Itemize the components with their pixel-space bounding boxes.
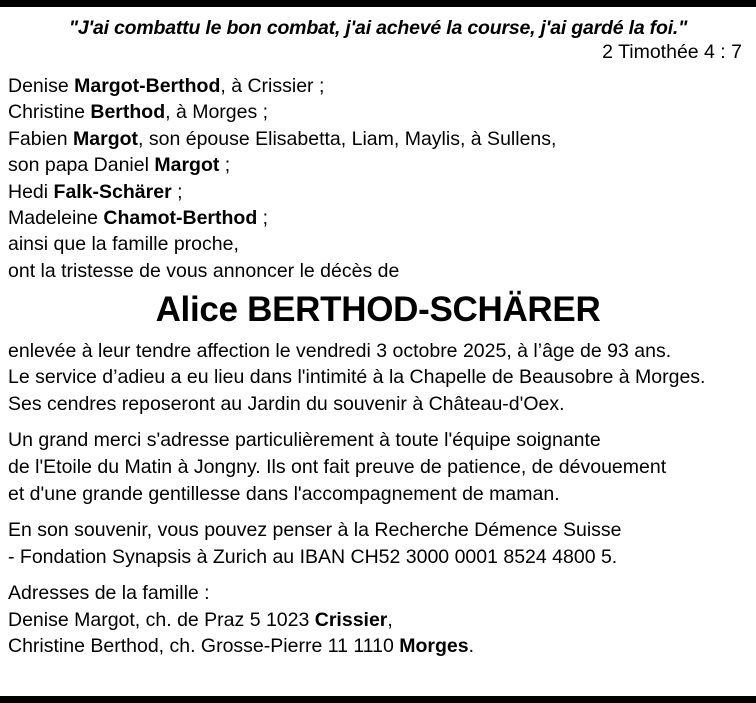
spacer-2 [8,507,748,517]
address-post: . [468,635,475,658]
top-divider [0,0,756,7]
family-line-4 [8,179,748,205]
address-pre: Denise Margot, ch. de Praz 5 1023 [8,608,315,631]
address-post: , [387,608,393,631]
family-line-pre: Denise [8,74,75,97]
family-line-post: ; [171,180,183,203]
family-line-pre: Madeleine [8,206,104,229]
bottom-divider [0,696,756,703]
family-line-bold: Berthod [90,101,166,124]
death-paragraph [8,338,748,418]
family-line-post: , à Crissier ; [220,74,325,97]
family-line-pre: Hedi [8,180,54,203]
spacer-3 [8,570,748,580]
thanks-paragraph [8,427,748,507]
address-line-0 [8,607,748,634]
address-line-1 [8,633,748,660]
addresses-block [8,580,748,660]
family-line-0 [8,73,748,99]
donation-paragraph [8,517,748,570]
donation-line-0: En son souvenir, vous pouvez penser à la Recherche Démence Suisse [8,519,622,542]
family-line-bold: Margot [154,154,220,177]
deceased-name: Alice BERTHOD-SCHÄRER [155,290,601,330]
address-city: Crissier [314,608,388,631]
family-line-6 [8,231,748,257]
family-line-pre: Fabien [8,127,74,150]
family-line-post: , son épouse Elisabetta, Liam, Maylis, à Sullens, [138,127,557,150]
family-line-pre: son papa Daniel [8,154,155,177]
scripture-reference: 2 Timothée 4 : 7 [602,41,742,64]
announcement-line: ont la tristesse de vous annoncer le décès de [8,259,400,282]
death-line-2: Ses cendres reposeront au Jardin du souvenir à Château-d'Oex. [8,392,565,415]
family-line-post: , à Morges ; [165,101,269,124]
family-line-bold: Margot-Berthod [74,74,221,97]
family-line-bold: Chamot-Berthod [103,206,258,229]
address-city: Morges [399,635,469,658]
family-line-bold: Margot [73,127,139,150]
death-line-0: enlevée à leur tendre affection le vendredi 3 octobre 2025, à l’âge de 93 ans. [8,339,672,362]
family-line-2 [8,126,748,152]
addresses-title: Adresses de la famille : [8,582,210,605]
family-line-3 [8,152,748,178]
family-list [8,73,748,258]
family-line-post: ; [257,206,269,229]
death-line-1: Le service d’adieu a eu lieu dans l'intimité à la Chapelle de Beausobre à Morges. [8,366,706,389]
family-line-pre: ainsi que la famille proche, [8,233,239,256]
family-line-bold: Falk-Schärer [53,180,172,203]
thanks-line-1: de l'Etoile du Matin à Jongny. Ils ont fait preuve de patience, de dévouement [8,456,667,478]
family-line-post: ; [219,154,231,177]
family-line-pre: Christine [8,101,91,124]
spacer-1 [8,417,748,427]
family-line-5 [8,205,748,231]
scripture-quote: "J'ai combattu le bon combat, j'ai achevé la course, j'ai gardé la foi." [68,17,688,39]
donation-line-1: - Fondation Synapsis à Zurich au IBAN CH52 3000 0001 8524 4800 5. [8,545,618,568]
family-line-1 [8,99,748,125]
thanks-line-0: Un grand merci s'adresse particulièrement à toute l'équipe soignante [8,429,601,452]
address-pre: Christine Berthod, ch. Grosse-Pierre 11 1110 [8,635,400,658]
thanks-line-2: et d'une grande gentillesse dans l'accompagnement de maman. [8,482,560,505]
